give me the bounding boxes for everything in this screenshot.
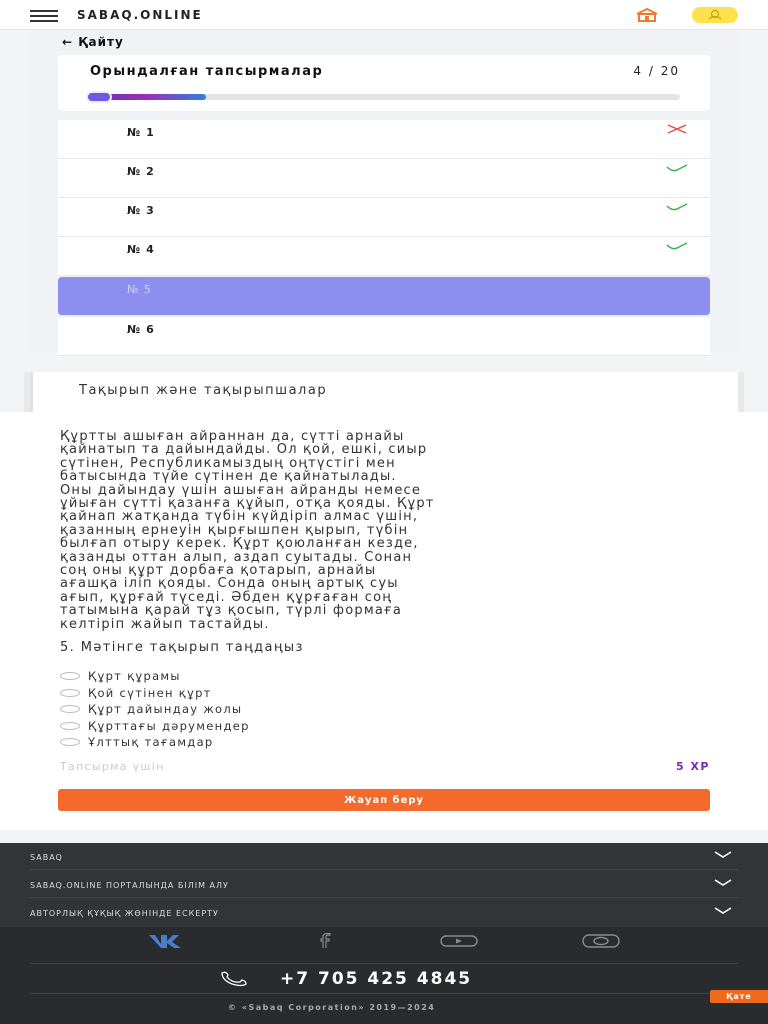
task-item-label: № 1 xyxy=(127,126,155,139)
cross-icon xyxy=(666,124,688,134)
youtube-icon[interactable] xyxy=(440,933,478,949)
answer-option-2[interactable] xyxy=(60,685,250,702)
radio-button[interactable] xyxy=(60,722,80,730)
check-icon xyxy=(666,241,688,251)
question-passage: Құртты ашыған айраннан да, сүтті арнайы қайнатып та дайындайды. Ол қой, ешкі, сиыр сүтінен, Республикамыздың оңтүстігі мен батысында түйе сүтінен де қайнатылады. Оны дайындау үшін ашыған айранды немесе ұйыған сүтті қазанға құйып, отқа қояды. Құрт қайнап жатқанда түбін күйдіріп алмас үшін, қазанның ернеуін қырғышпен қырып, түбін былғап отыру керек. Құрт қоюланған кезде, қазанды оттан алып, аздап суытады. Сонан соң оны құрт дорбаға қотарып, арнайы ағашқа іліп қояды. Сонда оның артық суы ағып, құрғай түседі. Әбден құрғаған соң татымына қарай тұз қосып, түрлі формаға келтіріп жайып тастайды. xyxy=(60,429,435,632)
progress-title: Орындалған тапсырмалар xyxy=(90,64,324,79)
footer-nav xyxy=(0,843,768,927)
radio-button[interactable] xyxy=(60,705,80,713)
topic-edge-right xyxy=(738,372,744,412)
task-item-6[interactable] xyxy=(58,317,710,356)
radio-button[interactable] xyxy=(60,689,80,697)
task-item-4[interactable] xyxy=(58,237,710,276)
social-links xyxy=(0,933,768,955)
facebook-icon[interactable] xyxy=(316,933,334,949)
task-item-1[interactable] xyxy=(58,120,710,159)
reward-label: Тапсырма үшін xyxy=(60,760,165,773)
chevron-down-icon xyxy=(714,907,732,914)
vk-icon[interactable] xyxy=(148,933,182,949)
task-item-label: № 3 xyxy=(127,204,155,217)
footer-divider xyxy=(30,993,738,994)
phone-icon xyxy=(220,971,256,987)
footer-section-learning[interactable] xyxy=(30,871,738,898)
arrow-left-icon: ← xyxy=(62,35,79,49)
footer-section-sabaq[interactable] xyxy=(30,843,738,870)
answer-option-label: Ұлттық тағамдар xyxy=(88,735,214,750)
radio-button[interactable] xyxy=(60,738,80,746)
answer-option-label: Құрт құрамы xyxy=(88,669,181,684)
answer-option-1[interactable] xyxy=(60,668,250,685)
phone-number[interactable]: +7 705 425 4845 xyxy=(280,969,473,989)
answer-option-5[interactable] xyxy=(60,734,250,751)
radio-button[interactable] xyxy=(60,672,80,680)
menu-icon[interactable] xyxy=(30,10,58,22)
brand-logo[interactable]: SABAQ.ONLINE xyxy=(77,8,203,22)
copyright-text: © «Sabaq Corporation» 2019—2024 xyxy=(228,1003,436,1012)
task-list xyxy=(58,120,710,356)
home-icon[interactable] xyxy=(634,8,660,22)
footer xyxy=(0,843,768,1024)
answer-option-4[interactable] xyxy=(60,718,250,735)
progress-count: 4 / 20 xyxy=(633,64,680,78)
chevron-down-icon xyxy=(714,879,732,886)
task-item-label: № 2 xyxy=(127,165,155,178)
footer-section-label: SABAQ.ONLINE ПОРТАЛЫНДА БІЛІМ АЛУ xyxy=(30,881,229,890)
task-item-label: № 5 xyxy=(127,283,152,296)
reward-value: 5 XP xyxy=(675,760,710,773)
check-icon xyxy=(666,163,688,173)
answer-options xyxy=(60,668,250,751)
task-item-2[interactable] xyxy=(58,159,710,198)
topic-title: Тақырып және тақырыпшалар xyxy=(79,383,328,398)
check-icon xyxy=(666,202,688,212)
answer-option-3[interactable] xyxy=(60,701,250,718)
task-item-label: № 6 xyxy=(127,323,155,336)
top-bar xyxy=(0,0,768,30)
instagram-icon[interactable] xyxy=(582,933,620,949)
question-area xyxy=(0,412,768,830)
submit-answer-button[interactable]: Жауап беру xyxy=(58,789,710,811)
task-item-label: № 4 xyxy=(127,243,155,256)
back-link[interactable] xyxy=(62,35,124,49)
footer-section-label: АВТОРЛЫҚ ҚҰҚЫҚ ЖӨНІНДЕ ЕСКЕРТУ xyxy=(30,909,219,918)
topic-heading[interactable] xyxy=(30,372,738,412)
progress-track xyxy=(88,94,680,100)
task-item-5[interactable] xyxy=(58,277,710,316)
footer-section-label: SABAQ xyxy=(30,853,63,862)
back-label: Қайту xyxy=(78,35,124,49)
task-item-3[interactable] xyxy=(58,198,710,237)
answer-option-label: Құрттағы дәрумендер xyxy=(88,718,250,733)
language-flag-icon[interactable] xyxy=(692,7,738,23)
chevron-down-icon xyxy=(714,851,732,858)
progress-knob xyxy=(86,91,112,103)
report-error-button[interactable]: Қате xyxy=(710,990,768,1003)
progress-card xyxy=(58,55,710,111)
answer-option-label: Құрт дайындау жолы xyxy=(88,702,243,717)
question-prompt: 5. Мәтінге тақырып таңдаңыз xyxy=(60,640,304,655)
footer-section-copyright-notice[interactable] xyxy=(30,899,738,926)
answer-option-label: Қой сүтінен құрт xyxy=(88,685,212,700)
footer-divider xyxy=(30,963,738,964)
